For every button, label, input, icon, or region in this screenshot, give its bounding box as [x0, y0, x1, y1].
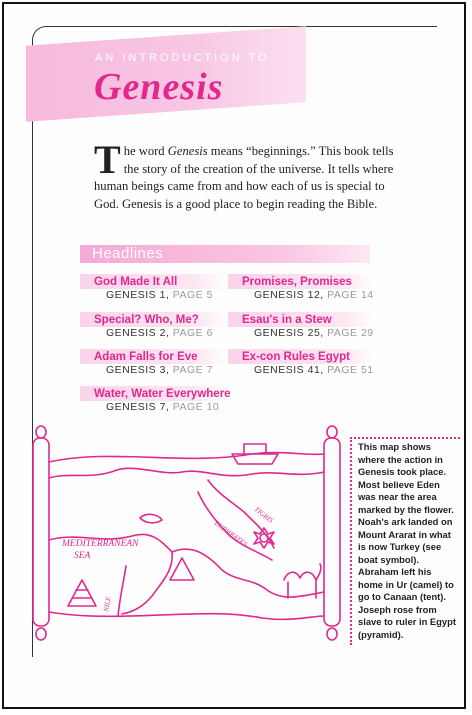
map-label-sea: SEA — [74, 551, 91, 561]
flower-icon — [260, 534, 268, 542]
headline-title: Promises, Promises — [228, 274, 373, 289]
headline-page: PAGE 29 — [327, 327, 374, 339]
headline-item — [228, 349, 373, 376]
map-label-tigris: TIGRIS — [252, 505, 275, 525]
euphrates-river — [198, 492, 272, 560]
north-coast — [49, 468, 324, 478]
map-label-euphrates: EUPHRATES — [212, 519, 249, 549]
pyramid-icon — [68, 580, 96, 606]
headline-chapter: GENESIS 7, — [106, 401, 170, 413]
intro-text-part: he word — [123, 144, 168, 158]
flower-icon — [254, 528, 274, 548]
drop-cap: T — [94, 137, 121, 182]
headline-item — [80, 349, 225, 376]
scroll-bottom-edge — [49, 612, 324, 619]
scroll-knob — [36, 426, 46, 438]
headline-ref — [228, 289, 373, 301]
scroll-rod-right — [324, 438, 340, 626]
intro-emphasis: Genesis — [167, 144, 208, 158]
headline-chapter: GENESIS 25, — [254, 327, 324, 339]
headline-title: Special? Who, Me? — [80, 312, 225, 327]
headline-page: PAGE 7 — [172, 364, 213, 376]
intro-text-part: means “beginnings.” This book tells the story of the creation of the universe. It tells where human beings came from and how each of us is special to God. Genesis is a good place to begin reading the Bible. — [94, 144, 394, 211]
tent-icon — [170, 558, 194, 580]
headline-page: PAGE 10 — [172, 401, 220, 413]
intro-label: AN INTRODUCTION TO — [95, 52, 270, 64]
headline-page: PAGE 5 — [172, 289, 213, 301]
scroll-rod-left — [33, 438, 49, 626]
headline-ref — [80, 364, 225, 376]
headline-ref — [80, 401, 225, 413]
scroll-knob — [327, 426, 337, 438]
intro-paragraph — [94, 137, 394, 213]
headline-ref — [228, 364, 373, 376]
nile-river — [118, 566, 126, 616]
scroll-top-edge — [49, 453, 324, 462]
headline-item — [228, 274, 373, 301]
headline-item — [80, 386, 231, 413]
scroll-knob — [327, 628, 337, 640]
headline-title: Ex-con Rules Egypt — [228, 349, 373, 364]
headline-title: Adam Falls for Eve — [80, 349, 225, 364]
headlines-header — [80, 245, 370, 263]
cyprus-island — [140, 514, 162, 522]
gulf-coast — [172, 549, 324, 597]
map-caption: This map shows where the action in Genesis took place. Most believe Eden was near the area marked by the flower. Noah's ark landed on Mount Ararat in what is now Turkey (see boat symbol). Abraham left his home in Ur (camel) to go to Canaan (tent). Joseph rose from slave to ruler in Egypt (pyramid). — [358, 441, 456, 640]
headline-page: PAGE 6 — [172, 327, 213, 339]
headline-title: God Made It All — [80, 274, 225, 289]
camel-icon — [284, 564, 321, 598]
headline-ref — [80, 327, 225, 339]
headline-item — [80, 274, 225, 301]
headline-chapter: GENESIS 3, — [106, 364, 170, 376]
headline-item — [228, 312, 373, 339]
headline-chapter: GENESIS 1, — [106, 289, 170, 301]
headlines-label: Headlines — [92, 245, 164, 262]
map-label-sea: MEDITERRANEAN — [62, 539, 139, 549]
scroll-knob — [36, 628, 46, 640]
headline-item — [80, 312, 225, 339]
headline-ref — [80, 289, 225, 301]
headline-chapter: GENESIS 2, — [106, 327, 170, 339]
headline-chapter: GENESIS 41, — [254, 364, 324, 376]
headline-page: PAGE 51 — [327, 364, 374, 376]
headline-chapter: GENESIS 12, — [254, 289, 324, 301]
headline-title: Esau's in a Stew — [228, 312, 373, 327]
headline-title: Water, Water Everywhere — [80, 386, 225, 401]
scroll-map — [22, 420, 352, 650]
map-label-nile: NILE — [102, 596, 113, 613]
headline-ref — [228, 327, 373, 339]
headline-page: PAGE 14 — [327, 289, 374, 301]
book-title: Genesis — [94, 66, 224, 108]
